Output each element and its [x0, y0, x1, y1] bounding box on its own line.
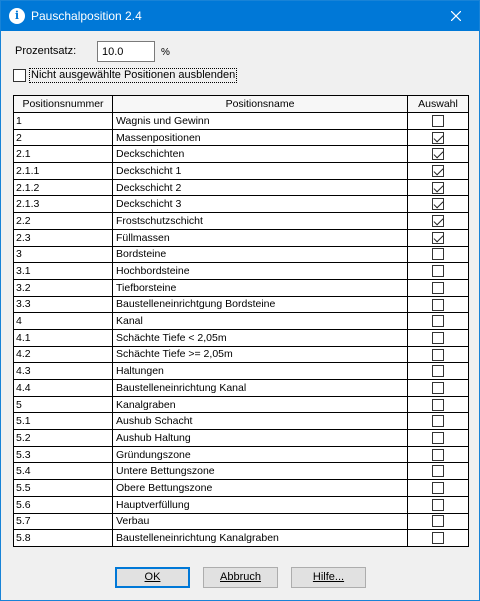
table-row[interactable] [14, 196, 469, 213]
position-name-cell[interactable]: Deckschicht 3 [113, 196, 408, 213]
ok-button-label: OK [144, 571, 161, 583]
selection-cell [408, 313, 469, 330]
selection-cell [408, 396, 469, 413]
position-number-cell[interactable]: 4.4 [14, 380, 113, 397]
position-name-cell[interactable]: Aushub Schacht [113, 413, 408, 430]
table-body [14, 113, 469, 547]
column-header-name[interactable]: Positionsname [113, 96, 408, 113]
selection-checkbox[interactable] [432, 132, 444, 144]
selection-checkbox[interactable] [432, 349, 444, 361]
position-number-cell[interactable]: 1 [14, 113, 113, 130]
selection-checkbox[interactable] [432, 365, 444, 377]
close-button[interactable] [433, 1, 479, 31]
position-name-cell[interactable]: Deckschicht 1 [113, 163, 408, 180]
position-name-cell[interactable]: Baustelleneinrichtgung Bordsteine [113, 296, 408, 313]
table-row[interactable] [14, 229, 469, 246]
table-row[interactable] [14, 413, 469, 430]
selection-cell [408, 279, 469, 296]
table-row[interactable] [14, 430, 469, 447]
table-row[interactable] [14, 530, 469, 547]
position-name-cell[interactable]: Haltungen [113, 363, 408, 380]
table-header-row [14, 96, 469, 113]
selection-cell [408, 246, 469, 263]
position-name-cell[interactable]: Frostschutzschicht [113, 213, 408, 230]
position-name-cell[interactable]: Schächte Tiefe >= 2,05m [113, 346, 408, 363]
selection-checkbox[interactable] [432, 432, 444, 444]
selection-cell [408, 530, 469, 547]
table-row[interactable] [14, 279, 469, 296]
table-row[interactable] [14, 246, 469, 263]
selection-checkbox[interactable] [432, 165, 444, 177]
position-number-cell[interactable]: 2.1.2 [14, 179, 113, 196]
cancel-button[interactable] [203, 567, 278, 588]
table-row[interactable] [14, 363, 469, 380]
position-name-cell[interactable]: Hochbordsteine [113, 263, 408, 280]
selection-checkbox[interactable] [432, 232, 444, 244]
selection-checkbox[interactable] [432, 482, 444, 494]
position-name-cell[interactable]: Bordsteine [113, 246, 408, 263]
position-name-cell[interactable]: Füllmassen [113, 229, 408, 246]
position-name-cell[interactable]: Kanal [113, 313, 408, 330]
selection-checkbox[interactable] [432, 399, 444, 411]
table-row[interactable] [14, 496, 469, 513]
cancel-button-label: Abbruch [220, 571, 261, 583]
selection-cell [408, 146, 469, 163]
selection-checkbox[interactable] [432, 265, 444, 277]
position-name-cell[interactable]: Deckschichten [113, 146, 408, 163]
hide-unselected-label: Nicht ausgewählte Positionen ausblenden [31, 68, 236, 81]
position-name-cell[interactable]: Baustelleneinrichtung Kanalgraben [113, 530, 408, 547]
percent-label: Prozentsatz: [15, 45, 77, 57]
position-number-cell[interactable]: 5.4 [14, 463, 113, 480]
selection-checkbox[interactable] [432, 382, 444, 394]
table-row[interactable] [14, 380, 469, 397]
checkbox-box[interactable] [13, 69, 26, 82]
selection-checkbox[interactable] [432, 332, 444, 344]
position-name-cell[interactable]: Hauptverfüllung [113, 496, 408, 513]
selection-cell [408, 213, 469, 230]
table-row[interactable] [14, 513, 469, 530]
table-row[interactable] [14, 480, 469, 497]
position-number-cell[interactable]: 3 [14, 246, 113, 263]
selection-cell [408, 296, 469, 313]
table-row[interactable] [14, 113, 469, 130]
position-name-cell[interactable]: Verbau [113, 513, 408, 530]
selection-cell [408, 363, 469, 380]
position-number-cell[interactable]: 3.1 [14, 263, 113, 280]
selection-checkbox[interactable] [432, 198, 444, 210]
hide-unselected-checkbox[interactable] [13, 67, 237, 83]
position-number-cell[interactable]: 5.5 [14, 480, 113, 497]
position-number-cell[interactable]: 2.1.1 [14, 163, 113, 180]
selection-cell [408, 263, 469, 280]
selection-cell [408, 229, 469, 246]
ok-button[interactable] [115, 567, 190, 588]
selection-checkbox[interactable] [432, 115, 444, 127]
help-button[interactable] [291, 567, 366, 588]
position-number-cell[interactable]: 2.3 [14, 229, 113, 246]
position-number-cell[interactable]: 3.3 [14, 296, 113, 313]
position-number-cell[interactable]: 2 [14, 129, 113, 146]
position-name-cell[interactable]: Tiefborsteine [113, 279, 408, 296]
position-number-cell[interactable]: 5 [14, 396, 113, 413]
position-name-cell[interactable]: Aushub Haltung [113, 430, 408, 447]
close-icon [451, 11, 461, 21]
selection-cell [408, 430, 469, 447]
position-name-cell[interactable]: Deckschicht 2 [113, 179, 408, 196]
percent-unit: % [161, 47, 170, 58]
table-row[interactable] [14, 163, 469, 180]
position-name-cell[interactable]: Schächte Tiefe < 2,05m [113, 329, 408, 346]
table-row[interactable] [14, 129, 469, 146]
selection-cell [408, 496, 469, 513]
selection-cell [408, 480, 469, 497]
column-header-number[interactable]: Positionsnummer [14, 96, 113, 113]
table-row[interactable] [14, 213, 469, 230]
table-row[interactable] [14, 446, 469, 463]
selection-cell [408, 329, 469, 346]
selection-cell [408, 446, 469, 463]
position-number-cell[interactable]: 5.2 [14, 430, 113, 447]
selection-checkbox[interactable] [432, 499, 444, 511]
position-name-cell[interactable]: Obere Bettungszone [113, 480, 408, 497]
help-button-label: Hilfe... [312, 571, 345, 583]
position-number-cell[interactable]: 4.1 [14, 329, 113, 346]
position-number-cell[interactable]: 4.2 [14, 346, 113, 363]
selection-checkbox[interactable] [432, 182, 444, 194]
selection-checkbox[interactable] [432, 299, 444, 311]
positions-table [13, 95, 469, 547]
position-name-cell[interactable]: Wagnis und Gewinn [113, 113, 408, 130]
selection-checkbox[interactable] [432, 415, 444, 427]
table-row[interactable] [14, 396, 469, 413]
selection-checkbox[interactable] [432, 465, 444, 477]
table-row[interactable] [14, 313, 469, 330]
table-row[interactable] [14, 329, 469, 346]
column-header-selection[interactable]: Auswahl [408, 96, 469, 113]
selection-cell [408, 163, 469, 180]
position-name-cell[interactable]: Massenpositionen [113, 129, 408, 146]
position-name-cell[interactable]: Kanalgraben [113, 396, 408, 413]
selection-checkbox[interactable] [432, 282, 444, 294]
selection-cell [408, 179, 469, 196]
table-row[interactable] [14, 263, 469, 280]
window-title: Pauschalposition 2.4 [31, 9, 142, 23]
table-row[interactable] [14, 346, 469, 363]
selection-cell [408, 129, 469, 146]
position-number-cell[interactable]: 4 [14, 313, 113, 330]
title-bar [1, 1, 479, 31]
selection-checkbox[interactable] [432, 248, 444, 260]
selection-checkbox[interactable] [432, 215, 444, 227]
selection-checkbox[interactable] [432, 515, 444, 527]
selection-checkbox[interactable] [432, 449, 444, 461]
selection-cell [408, 463, 469, 480]
selection-cell [408, 196, 469, 213]
position-number-cell[interactable]: 3.2 [14, 279, 113, 296]
position-number-cell[interactable]: 2.1.3 [14, 196, 113, 213]
position-name-cell[interactable]: Untere Bettungszone [113, 463, 408, 480]
position-number-cell[interactable]: 5.8 [14, 530, 113, 547]
table-row[interactable] [14, 146, 469, 163]
selection-checkbox[interactable] [432, 315, 444, 327]
table-row[interactable] [14, 296, 469, 313]
selection-checkbox[interactable] [432, 148, 444, 160]
selection-cell [408, 513, 469, 530]
position-number-cell[interactable]: 5.1 [14, 413, 113, 430]
position-name-cell[interactable]: Baustelleneinrichtung Kanal [113, 380, 408, 397]
position-number-cell[interactable]: 5.3 [14, 446, 113, 463]
position-name-cell[interactable]: Gründungszone [113, 446, 408, 463]
table-row[interactable] [14, 463, 469, 480]
table-row[interactable] [14, 179, 469, 196]
position-number-cell[interactable]: 4.3 [14, 363, 113, 380]
position-number-cell[interactable]: 2.2 [14, 213, 113, 230]
selection-cell [408, 113, 469, 130]
selection-cell [408, 346, 469, 363]
selection-cell [408, 380, 469, 397]
position-number-cell[interactable]: 2.1 [14, 146, 113, 163]
percent-input[interactable] [97, 41, 155, 62]
position-number-cell[interactable]: 5.6 [14, 496, 113, 513]
selection-checkbox[interactable] [432, 532, 444, 544]
info-icon: i [9, 8, 25, 24]
position-number-cell[interactable]: 5.7 [14, 513, 113, 530]
selection-cell [408, 413, 469, 430]
